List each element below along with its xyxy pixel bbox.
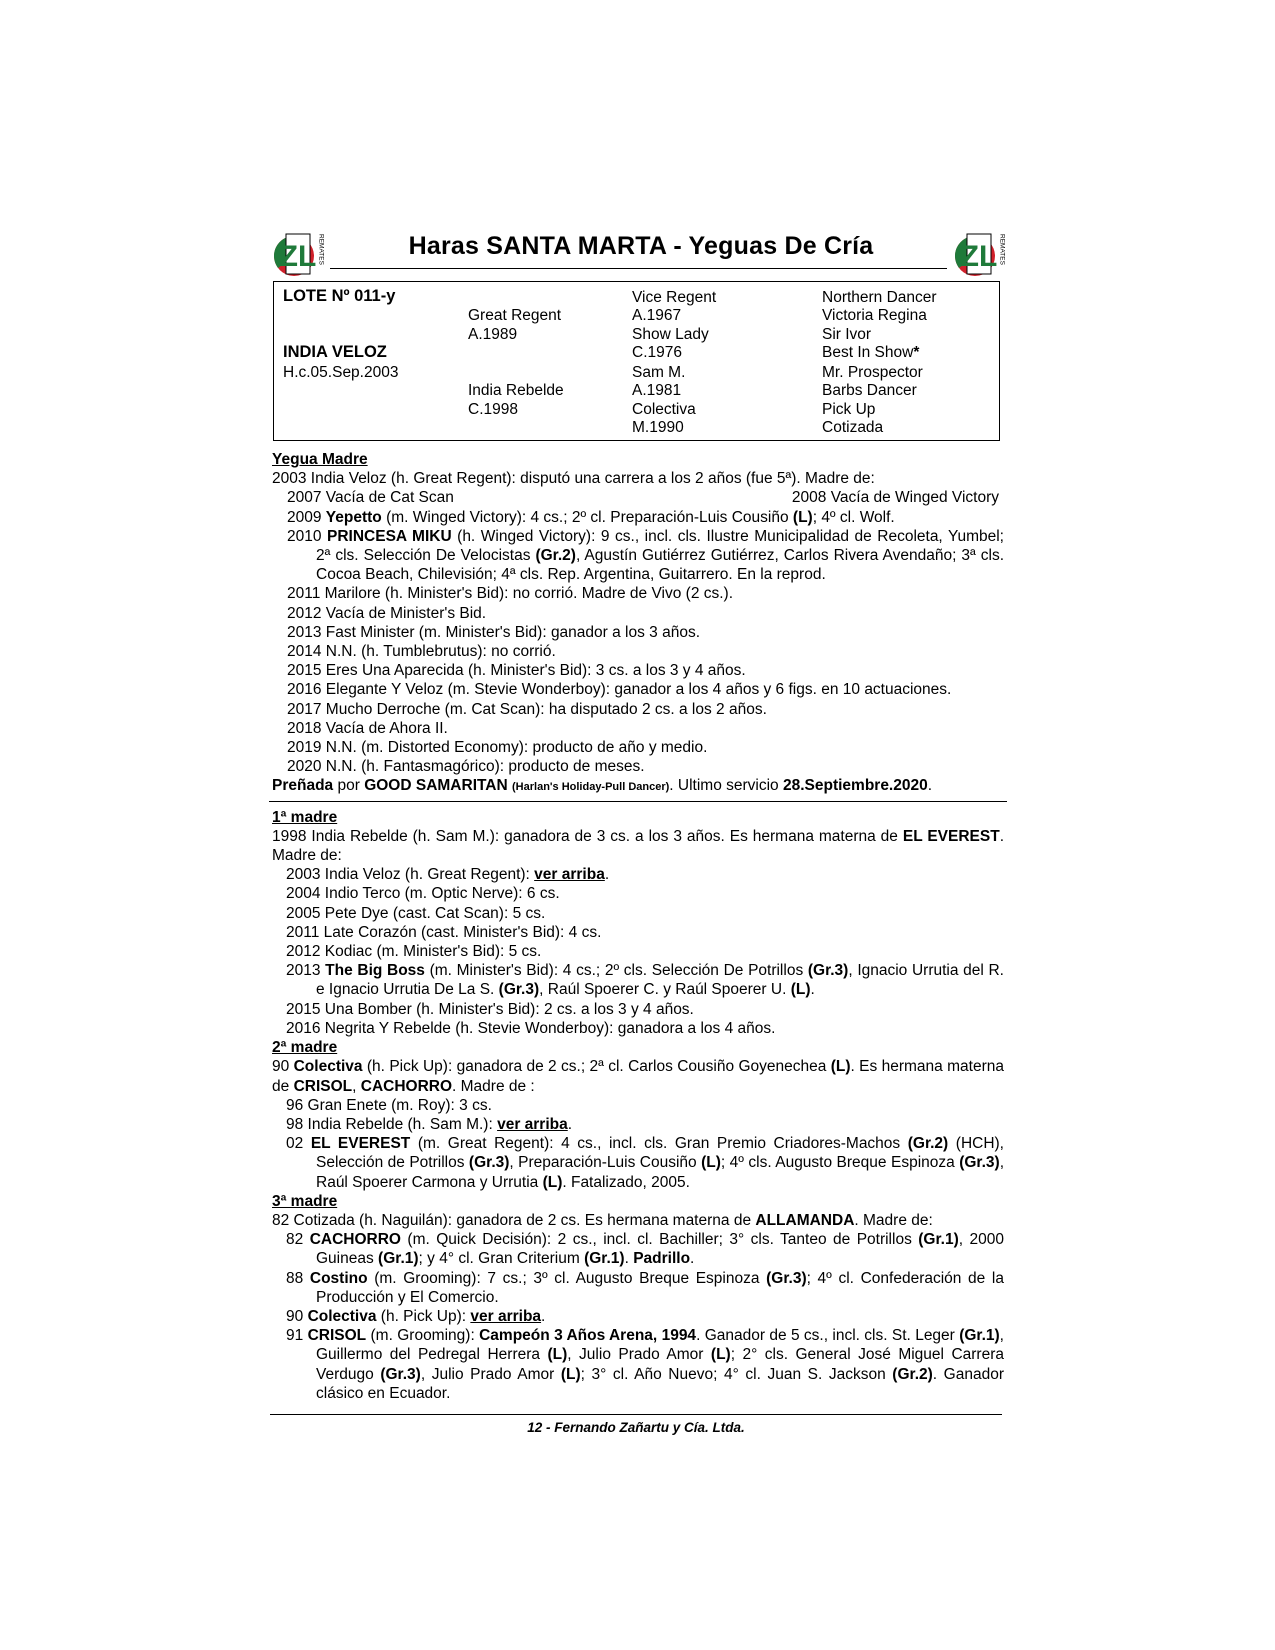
produce-entry: 2020 N.N. (h. Fantasmagórico): producto de meses. <box>287 758 645 776</box>
section-heading-yegua-madre: Yegua Madre <box>272 451 368 468</box>
produce-entry: 2012 Kodiac (m. Minister's Bid): 5 cs. <box>286 943 542 961</box>
produce-entry: 2013 The Big Boss (m. Minister's Bid): 4 cs.; 2º cls. Selección De Potrillos (Gr.3), Ignacio Urrutia del R. e Ignacio Urrutia De La S. (Gr.3), Raúl Spoerer C. y Raúl Spoerer U. (L). <box>286 962 1004 999</box>
dam-info: C.1998 <box>468 401 518 418</box>
section-heading-2a-madre: 2ª madre <box>272 1039 338 1057</box>
section-divider <box>269 801 1007 802</box>
footer-divider <box>270 1414 1002 1415</box>
granddam-maternal: Colectiva <box>632 401 696 418</box>
produce-entry: 2016 Elegante Y Veloz (m. Stevie Wonderboy): ganador a los 4 años y 6 figs. en 10 actuaciones. <box>287 681 952 699</box>
gg-ancestor: Mr. Prospector <box>822 364 923 381</box>
produce-entry: 2012 Vacía de Minister's Bid. <box>287 604 487 622</box>
produce-entry: 2009 Yepetto (m. Winged Victory): 4 cs.; 2º cl. Preparación-Luis Cousiño (L); 4º cl. Wolf. <box>287 508 895 526</box>
produce-entry: 82 CACHORRO (m. Quick Decisión): 2 cs., incl. cl. Bachiller; 3° cls. Tanteo de Potrillos (Gr.1), 2000 Guineas (Gr.1); y 4° cl. Gran Criterium (Gr.1). Padrillo. <box>286 1231 1004 1268</box>
grandsire-paternal-info: A.1967 <box>632 307 682 324</box>
produce-row <box>272 488 1004 507</box>
produce-entry: 2019 N.N. (m. Distorted Economy): producto de año y medio. <box>287 739 708 757</box>
yegua-intro: 2003 India Veloz (h. Great Regent): disputó una carrera a los 2 años (fue 5ª). Madre de: <box>272 470 875 488</box>
gg-ancestor: Northern Dancer <box>822 289 937 306</box>
gg-ancestor: Sir Ivor <box>822 326 872 343</box>
granddam-maternal-info: M.1990 <box>632 419 684 436</box>
pedigree-table <box>273 281 1000 441</box>
logo-side-text: REMATES <box>317 234 325 265</box>
produce-entry: 2007 Vacía de Cat Scan <box>287 489 454 507</box>
granddam-paternal: Show Lady <box>632 326 709 343</box>
produce-entry: 2010 PRINCESA MIKU (h. Winged Victory): 9 cs., incl. cls. Ilustre Municipalidad de Recoleta, Yumbel; 2ª cls. Selección De Velocistas (Gr.2), Agustín Gutiérrez Gutiérrez, Carlos Rivera Avendaño; 3ª cls. Cocoa Beach, Chilevisión; 4ª cls. Rep. Argentina, Guitarrero. En la reprod. <box>287 527 1004 584</box>
logo-side-text: REMATES <box>998 234 1006 265</box>
third-dam-intro: 82 Cotizada (h. Naguilán): ganadora de 2 cs. Es hermana materna de ALLAMANDA. Madre de: <box>272 1211 933 1229</box>
horse-info: H.c.05.Sep.2003 <box>283 364 399 381</box>
produce-entry: 02 EL EVEREST (m. Great Regent): 4 cs., incl. cls. Gran Premio Criadores-Machos (Gr.2) (HCH), Selección de Potrillos (Gr.3), Preparación-Luis Cousiño (L); 4º cls. Augusto Breque Espinoza (Gr.3), Raúl Spoerer Carmona y Urrutia (L). Fatalizado, 2005. <box>286 1135 1004 1191</box>
produce-entry: 90 Colectiva (h. Pick Up): ver arriba. <box>286 1307 546 1325</box>
page-footer: 12 - Fernando Zañartu y Cía. Ltda. <box>527 1420 745 1435</box>
produce-entry: 2018 Vacía de Ahora II. <box>287 719 448 737</box>
grandsire-paternal: Vice Regent <box>632 289 717 306</box>
produce-entry: 2008 Vacía de Winged Victory <box>791 489 999 507</box>
second-dam-intro: 90 Colectiva (h. Pick Up): ganadora de 2 cs.; 2ª cl. Carlos Cousiño Goyenechea (L). Es hermana materna de CRISOL, CACHORRO. Madre de : <box>272 1058 1004 1095</box>
produce-entry: 2017 Mucho Derroche (m. Cat Scan): ha disputado 2 cs. a los 2 años. <box>287 700 767 718</box>
gg-ancestor: Cotizada <box>822 419 884 436</box>
gg-ancestor <box>822 343 919 362</box>
granddam-paternal-info: C.1976 <box>632 344 682 361</box>
title-underline <box>330 268 947 269</box>
produce-entry: 98 India Rebelde (h. Sam M.): ver arriba. <box>286 1115 573 1133</box>
produce-entry: 2011 Marilore (h. Minister's Bid): no corrió. Madre de Vivo (2 cs.). <box>287 585 734 603</box>
gg-ancestor: Victoria Regina <box>822 307 927 324</box>
zl-remates-logo-left <box>272 226 328 280</box>
pregnancy-note: Preñada por GOOD SAMARITAN (Harlan's Holiday-Pull Dancer). Ultimo servicio 28.Septiembre.2020. <box>272 777 933 795</box>
sire-info: A.1989 <box>468 326 518 343</box>
gg-ancestor: Pick Up <box>822 401 876 418</box>
horse-name: INDIA VELOZ <box>283 343 387 361</box>
produce-entry: 2013 Fast Minister (m. Minister's Bid): ganador a los 3 años. <box>287 623 701 641</box>
produce-entry: 2016 Negrita Y Rebelde (h. Stevie Wonderboy): ganadora a los 4 años. <box>286 1019 776 1037</box>
logo-letters: ZL <box>960 240 998 273</box>
dam-name: India Rebelde <box>468 382 564 399</box>
produce-entry: 91 CRISOL (m. Grooming): Campeón 3 Años Arena, 1994. Ganador de 5 cs., incl. cls. St. Leger (Gr.1), Guillermo del Pedregal Herrera (L), Julio Prado Amor (L); 2° cls. General José Miguel Carrera Verdugo (Gr.3), Julio Prado Amor (L); 3° cl. Año Nuevo; 4° cl. Juan S. Jackson (Gr.2). Ganador clásico en Ecuador. <box>286 1327 1004 1402</box>
lot-number: LOTE Nº 011-y <box>283 287 396 305</box>
logo-letters: ZL <box>279 240 317 273</box>
gg-ancestor-name: Best In Show <box>822 344 914 361</box>
produce-entry: 2014 N.N. (h. Tumblebrutus): no corrió. <box>287 643 556 661</box>
produce-entry: 96 Gran Enete (m. Roy): 3 cs. <box>286 1096 492 1114</box>
grandsire-maternal: Sam M. <box>632 364 686 381</box>
section-heading-3a-madre: 3ª madre <box>272 1192 338 1210</box>
import-star: * <box>913 344 920 361</box>
section-heading-1a-madre: 1ª madre <box>272 808 338 826</box>
see-above-link: ver arriba <box>470 1307 542 1325</box>
first-dam-intro: 1998 India Rebelde (h. Sam M.): ganadora de 3 cs. a los 3 años. Es hermana materna de EL EVEREST. Madre de: <box>272 827 1004 865</box>
produce-entry: 2003 India Veloz (h. Great Regent): ver arriba. <box>286 866 610 884</box>
produce-entry: 88 Costino (m. Grooming): 7 cs.; 3º cl. Augusto Breque Espinoza (Gr.3); 4º cl. Confederación de la Producción y El Comercio. <box>286 1269 1004 1306</box>
produce-entry: 2011 Late Corazón (cast. Minister's Bid): 4 cs. <box>286 923 602 941</box>
grandsire-maternal-info: A.1981 <box>632 382 682 399</box>
zl-remates-logo-right <box>953 226 1009 280</box>
produce-entry: 2015 Eres Una Aparecida (h. Minister's Bid): 3 cs. a los 3 y 4 años. <box>287 662 746 680</box>
produce-entry: 2004 Indio Terco (m. Optic Nerve): 6 cs. <box>286 885 560 903</box>
see-above-link: ver arriba <box>534 866 605 884</box>
family-notes <box>272 450 1004 1403</box>
page-title: Haras SANTA MARTA - Yeguas De Cría <box>408 232 874 260</box>
gg-ancestor: Barbs Dancer <box>822 382 917 399</box>
produce-entry: 2005 Pete Dye (cast. Cat Scan): 5 cs. <box>286 904 546 922</box>
sire-name: Great Regent <box>468 307 562 324</box>
see-above-link: ver arriba <box>497 1115 568 1133</box>
produce-entry: 2015 Una Bomber (h. Minister's Bid): 2 cs. a los 3 y 4 años. <box>286 1000 694 1018</box>
